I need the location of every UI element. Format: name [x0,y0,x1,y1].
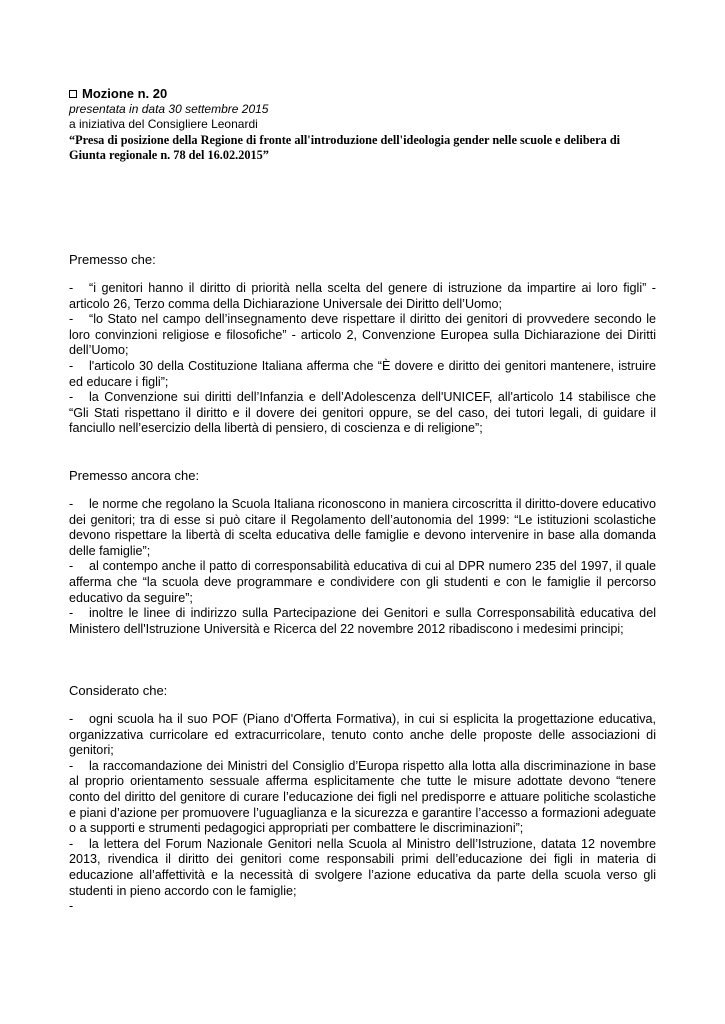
section-heading-premesso-ancora: Premesso ancora che: [69,468,200,483]
list-item: - ogni scuola ha il suo POF (Piano d'Offerta Formativa), in cui si esplicita la progettazione educativa, organizzativa curricolare ed extracurricolare, tenuto conto anche delle proposte delle associazioni di genitori; [69,712,656,758]
list-item: - l'articolo 30 della Costituzione Italiana afferma che “È dovere e diritto dei genitori mantenere, istruire ed educare i figli”; [69,358,656,389]
motion-title: “Presa di posizione della Regione di fronte all'introduzione dell'ideologia gender nelle scuole e delibera di Giunta regionale n. 78 del 16.02.2015” [69,133,621,162]
checkbox-square-icon [69,90,77,98]
motion-number-text: Mozione n. 20 [82,86,168,101]
section-body-premesso [69,281,656,437]
list-item: - [69,899,74,914]
list-item: - inoltre le linee di indirizzo sulla Partecipazione dei Genitori e sulla Corresponsabilità educativa del Ministero dell'Istruzione Università e Ricerca del 22 novembre 2012 ribadiscono i medesimi principi; [69,606,656,636]
motion-number [69,86,659,102]
section-heading-considerato: Considerato che: [69,683,168,698]
list-item: - “i genitori hanno il diritto di priorità nella scelta del genere di istruzione da impartire ai loro figli” - articolo 26, Terzo comma della Dichiarazione Universale dei Diritto dell’Uomo; [69,281,656,311]
list-item: - la Convenzione sui diritti dell’Infanzia e dell’Adolescenza dell'UNICEF, all'articolo 14 stabilisce che “Gli Stati rispettano il diritto e il dovere dei genitori oppure, se del caso, dei tutori legali, di guidare il fanciullo nell’esercizio della libertà di pensiero, di coscienza e di religione”; [69,390,656,436]
motion-header [69,86,659,163]
list-item: - al contempo anche il patto di corresponsabilità educativa di cui al DPR numero 235 del 1997, il quale afferma che “la scuola deve programmare e condividere con gli studenti e con le famiglie il percorso educativo da seguire”; [69,559,656,605]
list-item: - “lo Stato nel campo dell’insegnamento deve rispettare il diritto dei genitori di provvedere secondo le loro convinzioni religiose e filosofiche” - articolo 2, Convenzione Europea sulla Dichiarazione dei Diritti dell’Uomo; [69,312,656,358]
presentation-date: presentata in data 30 settembre 2015 [69,102,269,116]
initiative-line: a iniziativa del Consigliere Leonardi [69,117,258,131]
list-item: - la lettera del Forum Nazionale Genitori nella Scuola al Ministro dell’Istruzione, datata 12 novembre 2013, rivendica il diritto dei genitori come responsabili primi dell’educazione dei figli in materia di educazione all’affettività e la necessità di svolgere l’azione educativa da parte della scuola verso gli studenti in pieno accordo con le famiglie; [69,836,656,898]
section-body-premesso-ancora [69,497,656,637]
list-item: - la raccomandazione dei Ministri del Consiglio d’Europa rispetto alla lotta alla discriminazione in base al proprio orientamento sessuale afferma esplicitamente che tutte le misure adottate devono “tenere conto del diritto del genitore di curare l’educazione dei figli nel predisporre e attuare politiche scolastiche e piani d’azione per promuovere l’uguaglianza e la sicurezza e garantire l’accesso a formazioni adeguate o a supporti e strumenti pedagogici appropriati per combattere le discriminazioni”; [69,758,656,836]
list-item: - le norme che regolano la Scuola Italiana riconoscono in maniera circoscritta il diritto-dovere educativo dei genitori; tra di esse si può citare il Regolamento dell’autonomia del 1999: “Le istituzioni scolastiche devono rispettare la libertà di scelta educativa delle famiglie e devono intervenire in base alla domanda delle famiglie”; [69,497,656,558]
section-heading-premesso: Premesso che: [69,252,156,267]
section-body-considerato [69,712,656,915]
